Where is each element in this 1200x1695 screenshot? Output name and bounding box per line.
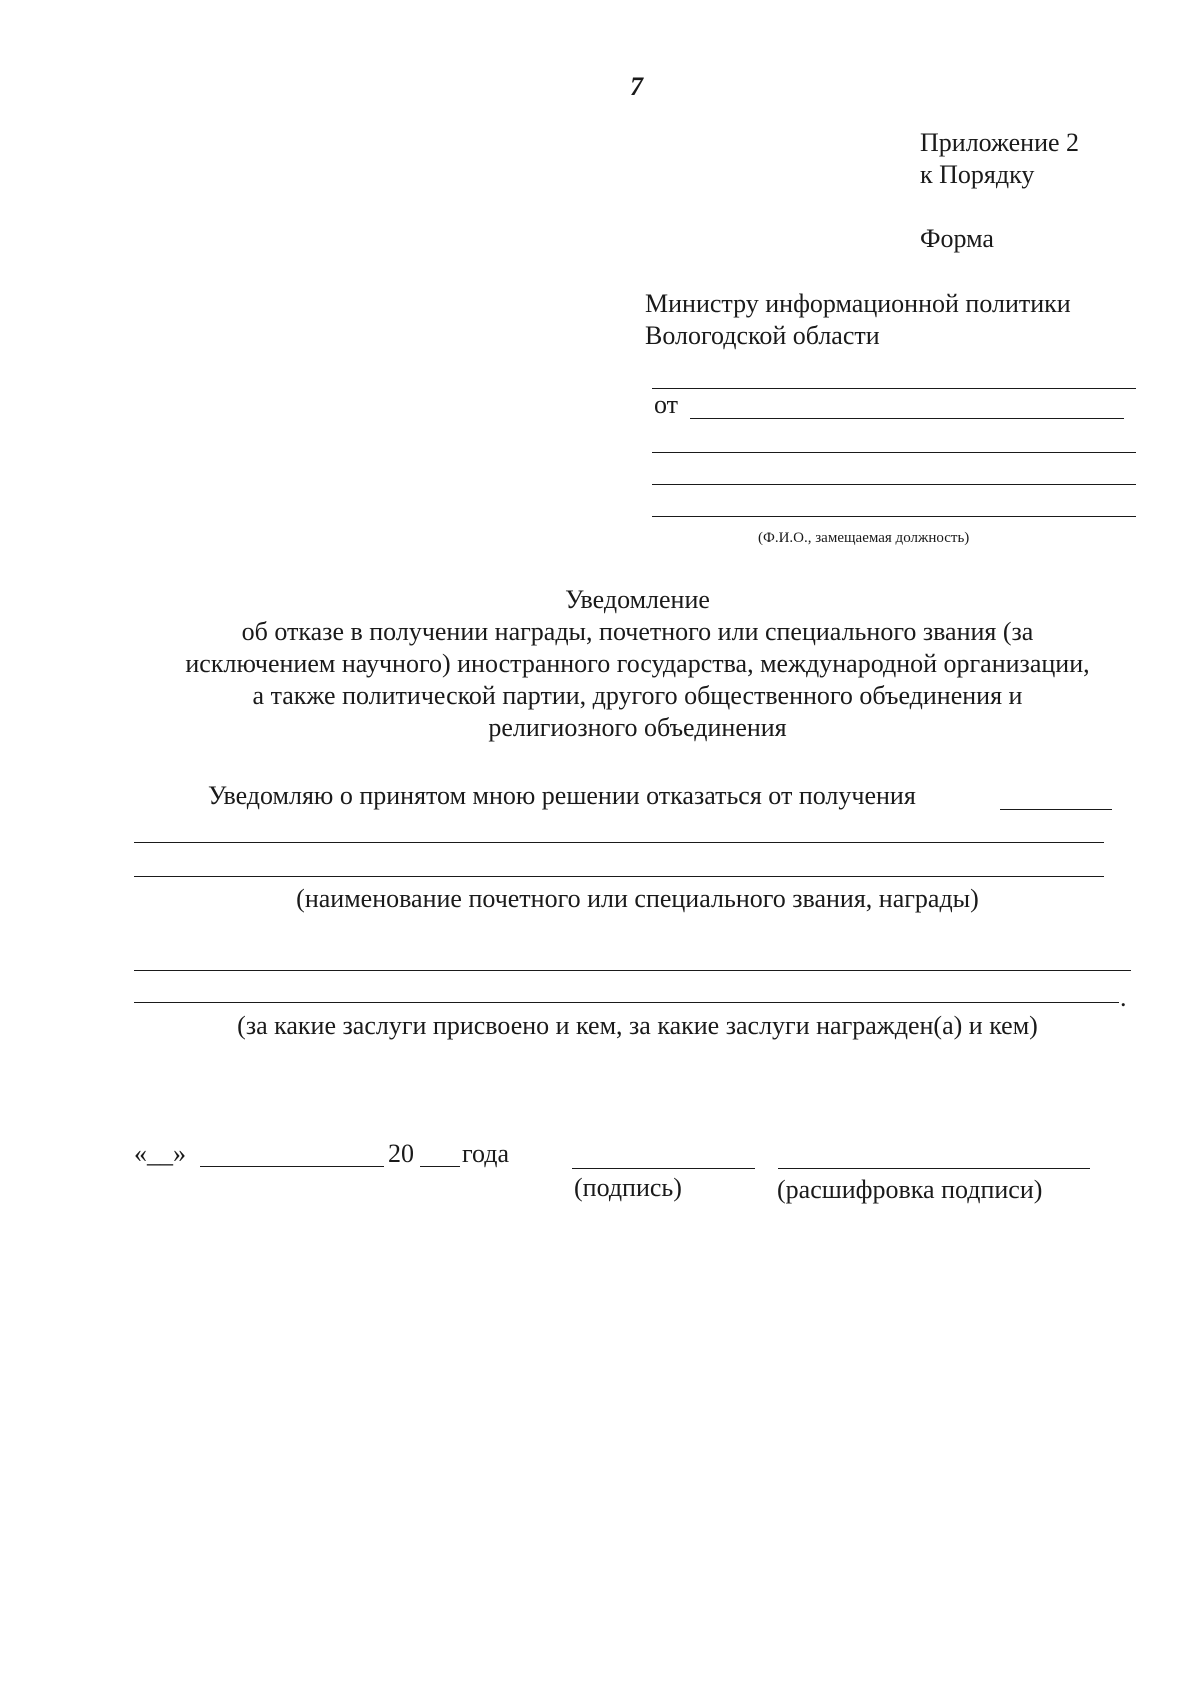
title-line-3: а также политической партии, другого общественного объединения и — [252, 681, 1023, 710]
appendix-reference: к Порядку — [920, 160, 1035, 189]
date-day-field: «__» — [134, 1139, 186, 1168]
award-blank-line-2[interactable] — [134, 876, 1104, 877]
addressee-blank-line-4[interactable] — [652, 516, 1136, 517]
from-label: от — [654, 390, 679, 419]
statement-blank-line[interactable] — [1000, 809, 1112, 810]
addressee-caption: (Ф.И.О., замещаемая должность) — [758, 530, 970, 546]
merits-caption: (за какие заслуги присвоено и кем, за какие заслуги награжден(а) и кем) — [237, 1011, 1038, 1040]
page-number: 7 — [630, 72, 643, 101]
from-blank-line[interactable] — [690, 418, 1124, 419]
merits-blank-line-2[interactable] — [134, 1002, 1119, 1003]
merits-period: . — [1120, 983, 1127, 1012]
addressee-blank-line-1[interactable] — [652, 388, 1136, 389]
form-label: Форма — [920, 224, 994, 253]
addressee-blank-line-3[interactable] — [652, 484, 1136, 485]
appendix-label: Приложение 2 — [920, 128, 1080, 157]
signature-blank[interactable] — [572, 1168, 755, 1169]
addressee-line-2: Вологодской области — [645, 321, 880, 350]
date-month-blank[interactable] — [200, 1166, 384, 1167]
signature-caption: (подпись) — [574, 1173, 682, 1202]
year-prefix: 20 — [388, 1139, 414, 1168]
title-line-4: религиозного объединения — [488, 713, 787, 742]
title-line-2: исключением научного) иностранного государства, международной организации, — [185, 649, 1090, 678]
year-suffix: года — [462, 1139, 510, 1168]
award-caption: (наименование почетного или специального звания, награды) — [296, 884, 979, 913]
addressee-blank-line-2[interactable] — [652, 452, 1136, 453]
statement-text: Уведомляю о принятом мною решении отказаться от получения — [208, 781, 916, 810]
year-blank[interactable] — [420, 1166, 460, 1167]
signature-decoding-blank[interactable] — [778, 1168, 1090, 1169]
addressee-line-1: Министру информационной политики — [645, 289, 1071, 318]
signature-decoding-caption: (расшифровка подписи) — [777, 1175, 1043, 1204]
document-title: Уведомление — [565, 585, 710, 614]
award-blank-line-1[interactable] — [134, 842, 1104, 843]
title-line-1: об отказе в получении награды, почетного или специального звания (за — [241, 617, 1034, 646]
merits-blank-line-1[interactable] — [134, 970, 1131, 971]
